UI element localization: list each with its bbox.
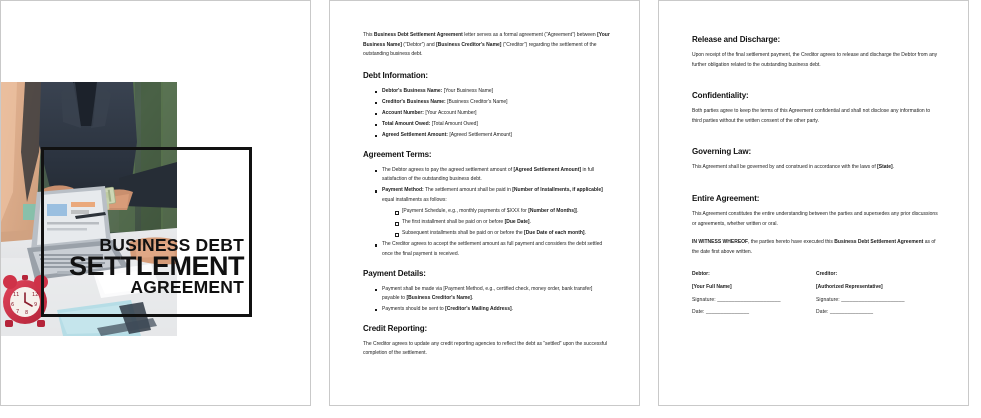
spacer — [692, 129, 940, 138]
svg-text:8: 8 — [25, 310, 29, 316]
svg-text:12: 12 — [32, 292, 39, 298]
list-item: Payment shall be made via [Payment Method, e.g., certified check, money order, bank transfer] payable to [Business Creditor's Name]. — [375, 285, 611, 304]
section-heading-release-and-discharge: Release and Discharge: — [692, 35, 781, 44]
signature-column-creditor — [816, 271, 940, 321]
list-item: Total Amount Owed: [Total Amount Owed] — [375, 120, 611, 130]
list-item: Account Number: [Your Account Number] — [375, 109, 611, 119]
list-item: The Creditor agrees to accept the settlement amount as full payment and considers the debt settled once the final payment is received. — [375, 240, 611, 259]
list-item: Payment Method: The settlement amount shall be paid in [Number of Installments, if applicable] equal installments as follows: [Payment Schedule, e.g., monthly payments of $XXX for [Number of Months]]. The first installment shall be paid on or before [Due Date]. Subsequent installments shall be paid on or before the [Due Date of each month]. — [375, 186, 611, 238]
agreement-terms-list — [363, 166, 611, 260]
list-item: [Payment Schedule, e.g., monthly payments of $XXX for [Number of Months]]. — [395, 207, 611, 217]
creditor-signature-line[interactable]: Signature: ______________________ — [816, 297, 905, 304]
cover-title-line-2: SETTLEMENT — [69, 250, 244, 281]
section-heading-governing-law: Governing Law: — [692, 147, 752, 157]
debt-information-list — [363, 87, 611, 141]
spacer — [692, 73, 940, 82]
debtor-signature-line[interactable]: Signature: ______________________ — [692, 297, 781, 304]
payment-details-list — [363, 285, 611, 315]
creditor-role-label: Creditor: — [816, 271, 838, 278]
entire-agreement-body: This Agreement constitutes the entire understanding between the parties and supersedes any prior discussions or agreements, whether written or oral. — [692, 210, 938, 227]
witness-clause: IN WITNESS WHEREOF, the parties hereto have executed this Business Debt Settlement Agreement as of the date first above written. — [692, 239, 936, 255]
spacer — [692, 176, 940, 185]
svg-text:9: 9 — [34, 302, 38, 308]
section-heading-confidentiality: Confidentiality: — [692, 91, 749, 101]
document-page-2[interactable] — [329, 0, 640, 406]
credit-reporting-body: The Creditor agrees to update any credit reporting agencies to reflect the debt as “settled” upon the successful completion of the settlement. — [363, 340, 608, 357]
confidentiality-body: Both parties agree to keep the terms of this Agreement confidential and shall not disclose any information to third parties without the written consent of the other party. — [692, 108, 931, 124]
section-heading-entire-agreement: Entire Agreement: — [692, 193, 760, 203]
intro-paragraph: This Business Debt Settlement Agreement letter serves as a formal agreement (“Agreement”) between [Your Business Name] (“Debtor”) and [Business Creditor's Name] (“Creditor”) regarding the settlement of the outstanding business debt. — [363, 32, 610, 58]
list-item: The Debtor agrees to pay the agreed settlement amount of [Agreed Settlement Amount] in full satisfaction of the outstanding business debt. — [375, 166, 611, 185]
cover-title-line-1: BUSINESS DEBT — [99, 235, 244, 255]
signature-column-debtor — [692, 271, 816, 321]
list-item: Creditor's Business Name: [Business Creditor's Name] — [375, 98, 611, 108]
svg-text:7: 7 — [16, 309, 20, 315]
debtor-role-label: Debtor: — [692, 271, 710, 278]
section-heading-debt-information: Debt Information: — [363, 70, 428, 80]
list-item: Agreed Settlement Amount: [Agreed Settlement Amount] — [375, 131, 611, 141]
signature-block — [692, 271, 940, 321]
cover-title-line-3: AGREEMENT — [130, 276, 244, 297]
list-item: Payments should be sent to [Creditor's Mailing Address]. — [375, 305, 611, 315]
agreement-terms-sublist — [382, 207, 611, 239]
page-3-body — [692, 31, 940, 321]
creditor-name-field[interactable]: [Authorized Representative] — [816, 284, 883, 291]
debtor-date-line[interactable]: Date: _______________ — [692, 309, 750, 316]
list-item: The first installment shall be paid on or before [Due Date]. — [395, 218, 611, 228]
section-heading-payment-details: Payment Details: — [363, 268, 426, 278]
list-item: Subsequent installments shall be paid on or before the [Due Date of each month]. — [395, 229, 611, 239]
cover-title — [45, 237, 248, 296]
section-heading-agreement-terms: Agreement Terms: — [363, 149, 432, 159]
creditor-date-line[interactable]: Date: _______________ — [816, 309, 874, 316]
release-and-discharge-body: Upon receipt of the final settlement payment, the Creditor agrees to release and discharge the Debtor from any further obligation related to the outstanding business debt. — [692, 52, 938, 68]
section-heading-credit-reporting: Credit Reporting: — [363, 323, 428, 333]
governing-law-body: This Agreement shall be governed by and construed in accordance with the laws of [State]. — [692, 164, 895, 171]
debtor-name-field[interactable]: [Your Full Name] — [692, 284, 732, 291]
svg-text:11: 11 — [13, 292, 20, 298]
page-2-body — [363, 31, 611, 362]
document-page-3[interactable] — [658, 0, 969, 406]
list-item: Debtor's Business Name: [Your Business Name] — [375, 87, 611, 97]
svg-text:6: 6 — [11, 302, 15, 308]
document-page-1-cover[interactable] — [0, 0, 311, 406]
